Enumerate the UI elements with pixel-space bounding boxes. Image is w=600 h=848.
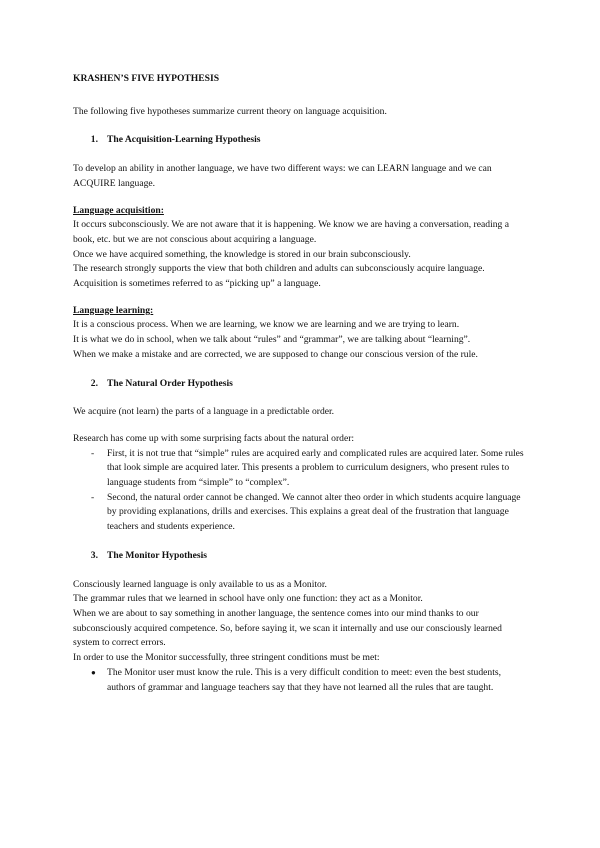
section-1-paragraph: To develop an ability in another language, we have two different ways: we can LEARN language and we can ACQUIRE language. — [73, 163, 492, 189]
dash-marker: - — [91, 447, 95, 459]
list-item-text: The Monitor user must know the rule. This is a very difficult condition to meet: even the best students, authors of grammar and language teachers say that they have not learned all the rules that are taught. — [107, 666, 501, 693]
section-2-heading — [73, 377, 528, 392]
section-title: The Monitor Hypothesis — [107, 549, 208, 561]
acquisition-line: It occurs subconsciously. We are not aware that it is happening. We know we are having a conversation, reading a book, etc. but we are not conscious about acquiring a language. — [73, 219, 509, 245]
monitor-line: The grammar rules that we learned in school have only one function: they act as a Monitor. — [73, 593, 423, 605]
acquisition-subheading: Language acquisition: — [73, 204, 164, 216]
document-page — [73, 72, 528, 695]
monitor-line: In order to use the Monitor successfully, three stringent conditions must be met: — [73, 652, 380, 664]
learning-line: It is a conscious process. When we are learning, we know we are learning and we are trying to learn. — [73, 319, 460, 331]
document-title: KRASHEN’S FIVE HYPOTHESIS — [73, 73, 220, 84]
list-item-text: Second, the natural order cannot be changed. We cannot alter theo order in which students acquire language by providing explanations, drills and exercises. This explains a great deal of the frustration that language teachers and students experience. — [107, 491, 521, 533]
list-item — [73, 666, 528, 695]
acquisition-line: Once we have acquired something, the knowledge is stored in our brain subconsciously. — [73, 248, 411, 260]
acquisition-line: The research strongly supports the view that both children and adults can subconsciously acquire language. — [73, 263, 485, 275]
section-3-heading — [73, 549, 528, 564]
section-number: 2. — [90, 377, 98, 389]
section-2-paragraph: We acquire (not learn) the parts of a language in a predictable order. — [73, 406, 335, 418]
list-item — [73, 491, 528, 535]
section-1-heading — [73, 133, 528, 148]
learning-line: When we make a mistake and are corrected, we are supposed to change our conscious version of the rule. — [73, 348, 478, 360]
list-item — [73, 447, 528, 491]
dash-marker: - — [91, 491, 95, 503]
acquisition-line: Acquisition is sometimes referred to as “picking up” a language. — [73, 278, 321, 290]
learning-line: It is what we do in school, when we talk about “rules” and “grammar”, we are talking about “learning”. — [73, 334, 471, 346]
monitor-conditions-list — [73, 666, 528, 695]
section-title: The Acquisition-Learning Hypothesis — [107, 134, 261, 146]
section-2-lead: Research has come up with some surprising facts about the natural order: — [73, 432, 355, 444]
natural-order-list — [73, 447, 528, 535]
monitor-line: When we are about to say something in another language, the sentence comes into our mind thanks to our subconsciously acquired competence. So, before saying it, we scan it internally and use our consciously learned system to correct errors. — [73, 607, 502, 649]
section-number: 3. — [90, 549, 98, 561]
intro-paragraph: The following five hypotheses summarize current theory on language acquisition. — [73, 105, 387, 117]
section-number: 1. — [90, 134, 98, 146]
monitor-line: Consciously learned language is only available to us as a Monitor. — [73, 578, 327, 590]
section-title: The Natural Order Hypothesis — [107, 377, 233, 389]
learning-subheading: Language learning: — [73, 304, 154, 316]
bullet-marker: ● — [91, 667, 96, 677]
list-item-text: First, it is not true that “simple” rules are acquired early and complicated rules are acquired later. Some rules that look simple are acquired later. This presents a problem to curriculum designers, who present rules to language students from “simple” to “complex”. — [107, 447, 524, 489]
